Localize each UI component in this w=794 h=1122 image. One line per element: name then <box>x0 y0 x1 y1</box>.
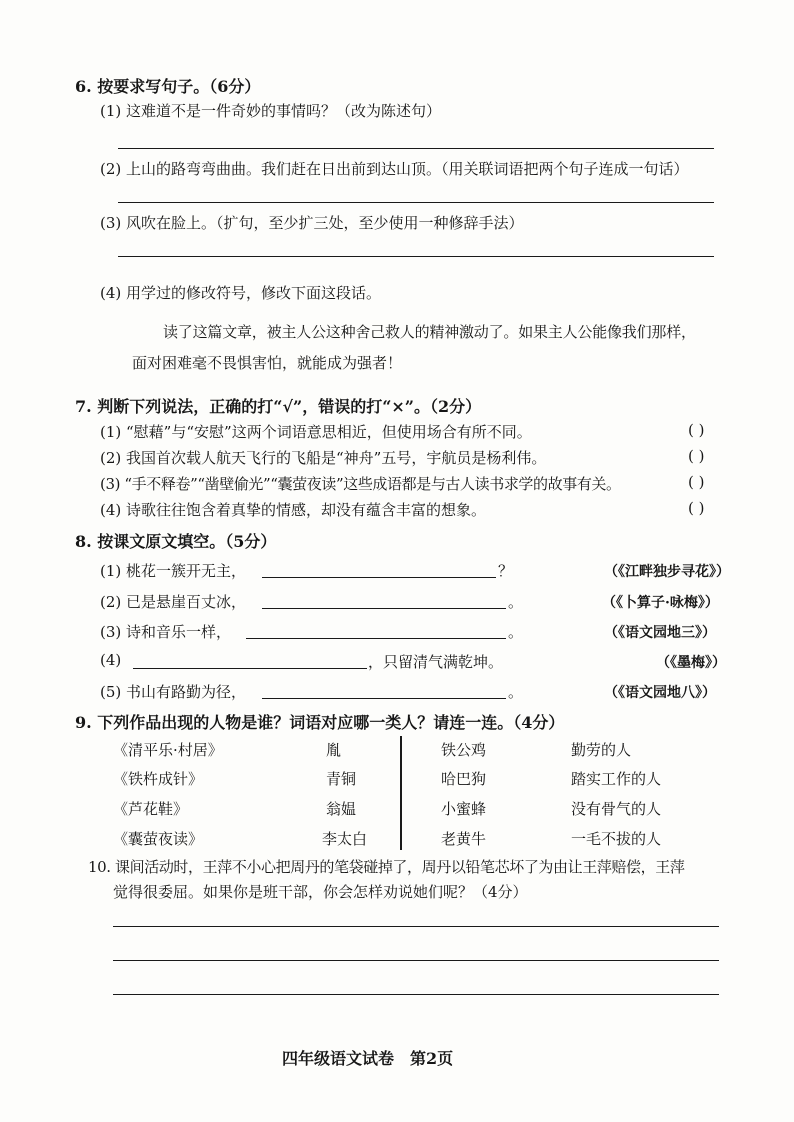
q6-passage-line-1: 读了这篇文章，被主人公这种舍己救人的精神激动了。如果主人公能像我们那样， <box>163 323 696 341</box>
q9-word-1: 铁公鸡 <box>441 741 487 759</box>
q6-passage-line-2: 面对困难毫不畏惧害怕，就能成为强者！ <box>132 354 403 372</box>
q9-word-3: 小蜜蜂 <box>441 800 487 818</box>
q8-source-2: （《卜算子·咏梅》） <box>602 595 719 611</box>
q7-item-2: (2) 我国首次载人航天飞行的飞船是“神舟”五号，宇航员是杨利伟。 <box>100 449 547 467</box>
q9-person-3: 翁媪 <box>326 800 357 818</box>
q9-word-2: 哈巴狗 <box>441 770 487 788</box>
q9-work-3: 《芦花鞋》 <box>113 800 189 818</box>
q8-source-3: （《语文园地三》） <box>604 625 716 641</box>
q8-item-2-end: 。 <box>508 593 524 611</box>
q6-item-1: (1) 这难道不是一件奇妙的事情吗？（改为陈述句） <box>100 102 442 120</box>
q8-item-4-end: ，只留清气满乾坤。 <box>368 653 504 671</box>
q8-source-5: （《语文园地八》） <box>604 685 716 701</box>
q6-answer-line-3[interactable] <box>118 256 714 257</box>
q9-kind-3: 没有骨气的人 <box>571 800 662 818</box>
q7-answer-paren-1[interactable]: ( ) <box>688 421 705 439</box>
q6-answer-line-2[interactable] <box>118 202 714 203</box>
q9-title: 9. 下列作品出现的人物是谁？词语对应哪一类人？请连一连。（4分） <box>75 713 565 732</box>
q6-item-3: (3) 风吹在脸上。（扩句，至少扩三处，至少使用一种修辞手法） <box>100 214 524 232</box>
q8-blank-4[interactable] <box>133 668 367 669</box>
q9-divider <box>400 736 402 850</box>
q6-answer-line-1[interactable] <box>118 148 714 149</box>
q8-item-3-end: 。 <box>508 623 524 641</box>
q9-work-1: 《清平乐·村居》 <box>113 741 223 759</box>
q7-item-3: (3) “手不释卷”“凿壁偷光”“囊萤夜读”这些成语都是与古人读书求学的故事有关。 <box>100 475 621 493</box>
q9-kind-2: 踏实工作的人 <box>571 770 662 788</box>
q9-person-1: 胤 <box>326 741 342 759</box>
q8-source-1: （《江畔独步寻花》） <box>604 564 730 580</box>
q7-title: 7. 判断下列说法，正确的打“√”，错误的打“×”。（2分） <box>75 397 482 416</box>
q8-title: 8. 按课文原文填空。（5分） <box>75 532 277 551</box>
q9-work-4: 《囊萤夜读》 <box>113 830 204 848</box>
q6-item-2: (2) 上山的路弯弯曲曲。我们赶在日出前到达山顶。（用关联词语把两个句子连成一句话） <box>100 160 689 178</box>
q8-item-1-text: (1) 桃花一簇开无主， <box>100 562 247 580</box>
q10-text-line-1: 10. 课间活动时，王萍不小心把周丹的笔袋碰掉了，周丹以铅笔芯坏了为由让王萍赔偿，王萍 <box>88 858 685 876</box>
q7-item-4: (4) 诗歌往往饱含着真挚的情感，却没有蕴含丰富的想象。 <box>100 501 487 519</box>
q6-item-4: (4) 用学过的修改符号，修改下面这段话。 <box>100 284 382 302</box>
q10-answer-line-1[interactable] <box>113 926 719 927</box>
q7-answer-paren-3[interactable]: ( ) <box>688 473 705 491</box>
q9-kind-1: 勤劳的人 <box>571 741 632 759</box>
page-footer: 四年级语文试卷 第2页 <box>282 1049 454 1068</box>
q8-item-3-text: (3) 诗和音乐一样， <box>100 623 232 641</box>
q8-item-5-text: (5) 书山有路勤为径， <box>100 683 247 701</box>
q6-title: 6. 按要求写句子。（6分） <box>75 77 261 96</box>
q9-kind-4: 一毛不拔的人 <box>571 830 662 848</box>
q8-item-1-end: ？ <box>498 562 514 580</box>
q7-item-1: (1) “慰藉”与“安慰”这两个词语意思相近，但使用场合有所不同。 <box>100 423 532 441</box>
q7-answer-paren-4[interactable]: ( ) <box>688 499 705 517</box>
q8-source-4: （《墨梅》） <box>656 655 726 671</box>
q8-item-2-text: (2) 已是悬崖百丈冰， <box>100 593 247 611</box>
q9-work-2: 《铁杵成针》 <box>113 770 204 788</box>
q10-answer-line-2[interactable] <box>113 960 719 961</box>
q10-text-line-2: 觉得很委屈。如果你是班干部，你会怎样劝说她们呢？（4分） <box>113 883 528 901</box>
q8-blank-5[interactable] <box>262 698 506 699</box>
q9-person-2: 青铜 <box>326 770 357 788</box>
q7-answer-paren-2[interactable]: ( ) <box>688 447 705 465</box>
q8-item-4-text: (4) <box>100 651 122 669</box>
q9-word-4: 老黄牛 <box>441 830 487 848</box>
q8-blank-2[interactable] <box>262 608 506 609</box>
q8-item-5-end: 。 <box>508 683 524 701</box>
q10-answer-line-3[interactable] <box>113 994 719 995</box>
q8-blank-3[interactable] <box>246 638 506 639</box>
q9-person-4: 李太白 <box>322 830 368 848</box>
q8-blank-1[interactable] <box>262 577 496 578</box>
